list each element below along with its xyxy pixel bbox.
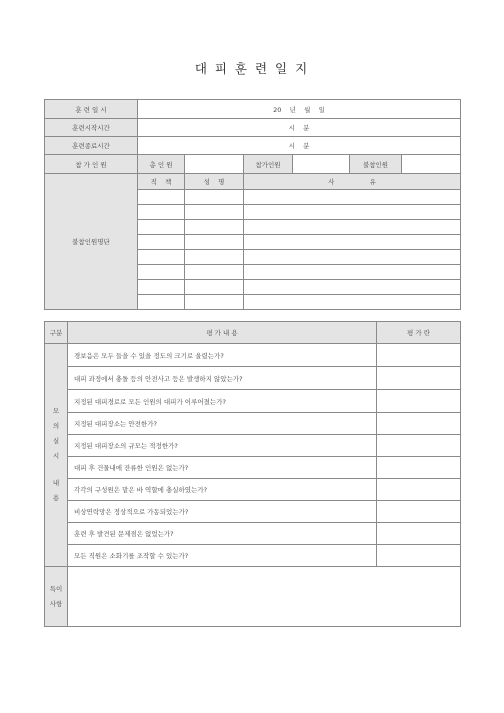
category-char: 의 xyxy=(52,422,60,430)
attended-count-field[interactable] xyxy=(293,155,350,174)
absent-reason-cell[interactable] xyxy=(244,295,461,310)
category-char: 시 xyxy=(52,452,60,460)
col-position-header: 직 책 xyxy=(138,174,185,190)
absent-position-cell[interactable] xyxy=(138,280,185,295)
absent-count-field[interactable] xyxy=(402,155,461,174)
participants-label: 참 가 인 원 xyxy=(45,155,138,174)
col-reason-header: 사 유 xyxy=(244,174,461,190)
category-label-mock-drill xyxy=(45,344,68,567)
absent-position-cell[interactable] xyxy=(138,250,185,265)
absent-position-cell[interactable] xyxy=(138,205,185,220)
absent-name-cell[interactable] xyxy=(185,295,244,310)
evaluation-item: 경보음은 모두 들을 수 있을 정도의 크기로 울렸는가? xyxy=(68,344,377,367)
evaluation-item: 지정된 대피장소의 규모는 적정한가? xyxy=(68,435,377,457)
evaluation-item: 지정된 대피경로로 모든 인원의 대피가 이루어졌는가? xyxy=(68,390,377,413)
absent-name-cell[interactable] xyxy=(185,250,244,265)
total-count-field[interactable] xyxy=(185,155,244,174)
absent-name-cell[interactable] xyxy=(185,220,244,235)
absent-count-label: 불참인원 xyxy=(350,155,402,174)
content-header: 평 가 내 용 xyxy=(68,322,377,344)
absent-position-cell[interactable] xyxy=(138,220,185,235)
evaluation-result-cell[interactable] xyxy=(377,545,461,567)
start-time-label: 훈련시작시간 xyxy=(45,119,138,137)
category-char: 모 xyxy=(52,407,60,415)
absent-reason-cell[interactable] xyxy=(244,205,461,220)
absent-reason-cell[interactable] xyxy=(244,235,461,250)
evaluation-result-cell[interactable] xyxy=(377,367,461,390)
date-label: 훈 련 일 시 xyxy=(45,100,138,119)
absent-name-cell[interactable] xyxy=(185,235,244,250)
end-time-field[interactable]: 시 분 xyxy=(138,137,461,155)
evaluation-result-cell[interactable] xyxy=(377,523,461,545)
category-char: 용 xyxy=(52,494,60,502)
page-title: 대 피 훈 련 일 지 xyxy=(194,61,310,76)
evaluation-result-cell[interactable] xyxy=(377,501,461,523)
end-time-label: 훈련종료시간 xyxy=(45,137,138,155)
absent-name-cell[interactable] xyxy=(185,280,244,295)
category-char: 실 xyxy=(52,437,60,445)
evaluation-table xyxy=(44,321,461,627)
evaluation-item: 대피 후 건물내에 잔류한 인원은 없는가? xyxy=(68,457,377,479)
remarks-field[interactable] xyxy=(68,567,461,627)
evaluation-item: 대피 과정에서 충돌 등의 안전사고 등은 발생하지 않았는가? xyxy=(68,367,377,390)
evaluation-result-cell[interactable] xyxy=(377,457,461,479)
absent-position-cell[interactable] xyxy=(138,235,185,250)
category-char xyxy=(45,464,67,476)
drill-info-table xyxy=(44,99,461,310)
evaluation-result-cell[interactable] xyxy=(377,390,461,413)
attended-count-label: 참가인원 xyxy=(244,155,293,174)
remarks-label-line: 사항 xyxy=(49,599,63,608)
evaluation-result-cell[interactable] xyxy=(377,435,461,457)
date-field[interactable]: 20 년 월 일 xyxy=(138,100,461,119)
evaluation-result-cell[interactable] xyxy=(377,479,461,501)
absent-reason-cell[interactable] xyxy=(244,190,461,205)
evaluation-result-cell[interactable] xyxy=(377,413,461,435)
evaluation-item: 지정된 대피장소는 안전한가? xyxy=(68,413,377,435)
result-header: 평 가 란 xyxy=(377,322,461,344)
evaluation-item: 각각의 구성원은 맡은 바 역할에 충실하였는가? xyxy=(68,479,377,501)
absent-position-cell[interactable] xyxy=(138,190,185,205)
total-count-label: 총 인 원 xyxy=(138,155,185,174)
remarks-label xyxy=(45,567,68,627)
col-name-header: 성 명 xyxy=(185,174,244,190)
absent-position-cell[interactable] xyxy=(138,295,185,310)
absent-position-cell[interactable] xyxy=(138,265,185,280)
category-char: 내 xyxy=(52,479,60,487)
absent-reason-cell[interactable] xyxy=(244,220,461,235)
absent-name-cell[interactable] xyxy=(185,190,244,205)
absent-reason-cell[interactable] xyxy=(244,250,461,265)
absent-list-label: 불참인원명단 xyxy=(45,174,138,310)
absent-name-cell[interactable] xyxy=(185,205,244,220)
evaluation-item: 훈련 후 발견된 문제점은 없었는가? xyxy=(68,523,377,545)
absent-reason-cell[interactable] xyxy=(244,265,461,280)
category-header: 구분 xyxy=(45,322,68,344)
evaluation-item: 모든 직원은 소화기를 조작할 수 있는가? xyxy=(68,545,377,567)
absent-reason-cell[interactable] xyxy=(244,280,461,295)
evaluation-item: 비상연락망은 정상적으로 가동되었는가? xyxy=(68,501,377,523)
remarks-label-line: 특이 xyxy=(49,584,63,593)
start-time-field[interactable]: 시 분 xyxy=(138,119,461,137)
evaluation-result-cell[interactable] xyxy=(377,344,461,367)
absent-name-cell[interactable] xyxy=(185,265,244,280)
